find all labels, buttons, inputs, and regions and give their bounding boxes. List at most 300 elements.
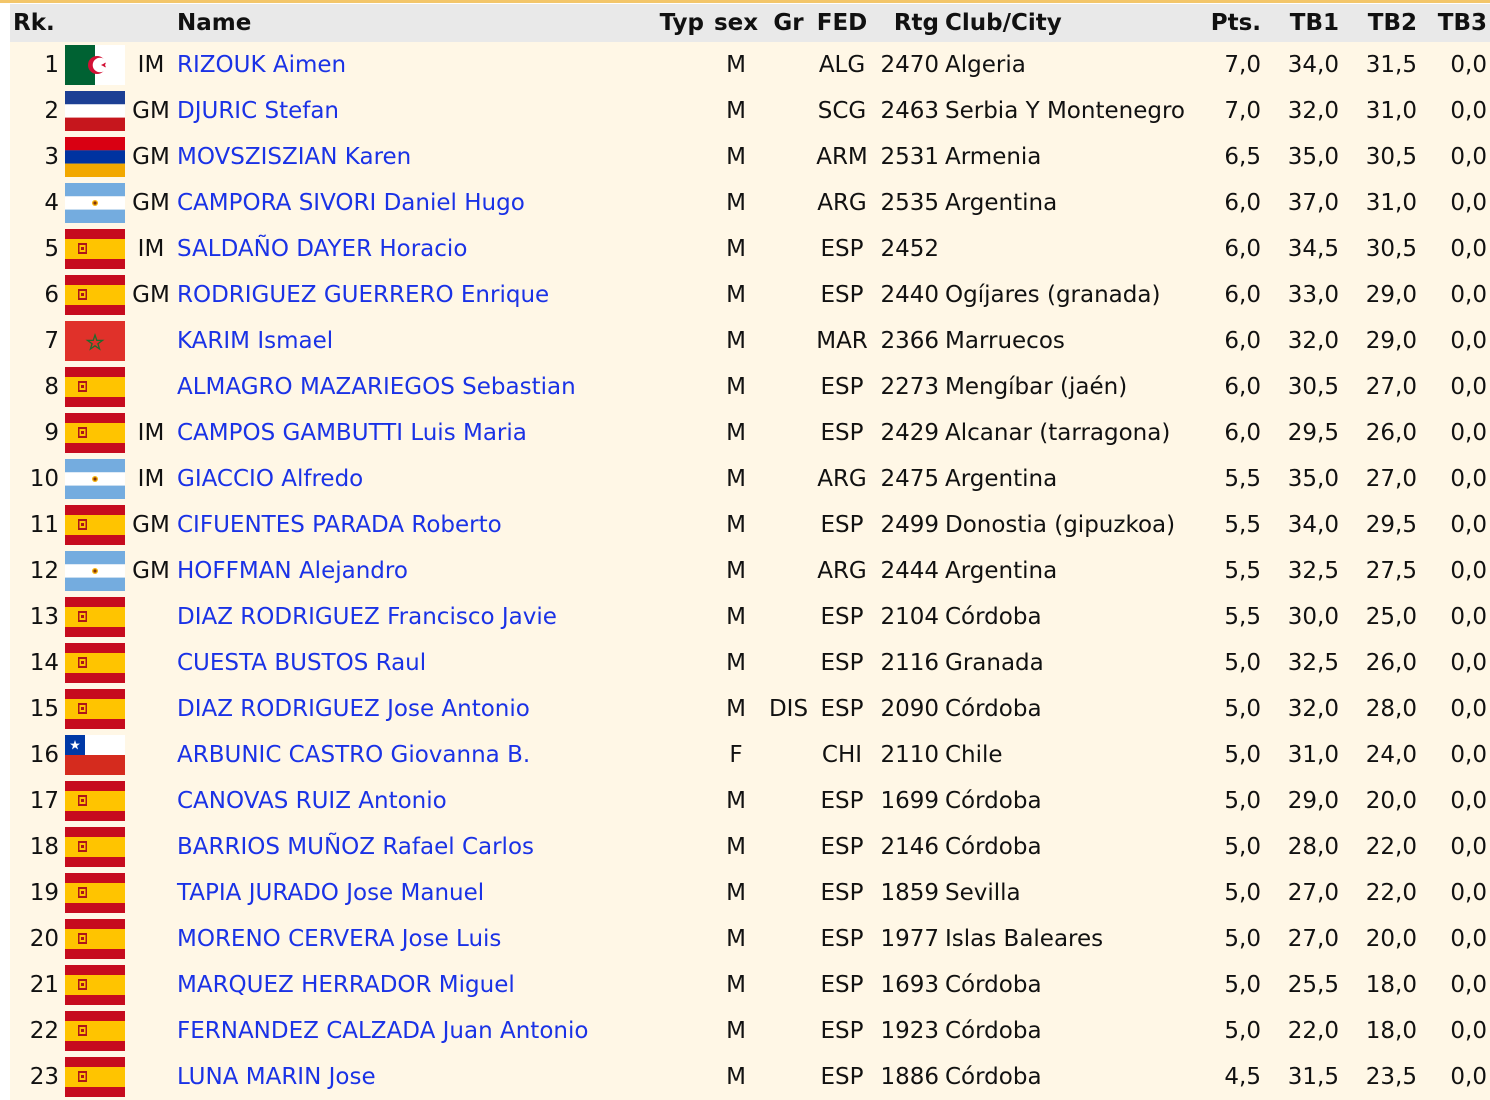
sex-cell: M <box>707 272 765 318</box>
type-cell <box>652 226 707 272</box>
name-cell <box>174 226 652 272</box>
tb3-cell: 0,0 <box>1420 870 1490 916</box>
club-cell: Serbia Y Montenegro <box>942 88 1206 134</box>
group-cell <box>765 42 812 88</box>
name-cell <box>174 364 652 410</box>
rating-cell: 2429 <box>872 410 942 456</box>
type-cell <box>652 778 707 824</box>
tb2-cell: 20,0 <box>1342 778 1420 824</box>
tb2-cell: 29,0 <box>1342 272 1420 318</box>
sex-cell: M <box>707 778 765 824</box>
points-cell: 6,0 <box>1206 180 1264 226</box>
club-cell: Armenia <box>942 134 1206 180</box>
name-cell <box>174 548 652 594</box>
standings-table <box>10 4 1490 1100</box>
sex-cell: M <box>707 180 765 226</box>
name-cell <box>174 1008 652 1054</box>
points-cell: 4,5 <box>1206 1054 1264 1100</box>
title-cell <box>128 962 174 1008</box>
tb1-cell: 27,0 <box>1264 870 1342 916</box>
table-row <box>10 732 1490 778</box>
name-cell <box>174 962 652 1008</box>
club-cell: Córdoba <box>942 594 1206 640</box>
sex-cell: M <box>707 548 765 594</box>
table-row <box>10 686 1490 732</box>
player-link[interactable]: LUNA MARIN Jose <box>177 1064 376 1090</box>
fed-cell: ARG <box>812 456 872 502</box>
points-cell: 5,5 <box>1206 456 1264 502</box>
tb2-cell: 29,5 <box>1342 502 1420 548</box>
title-cell: GM <box>128 502 174 548</box>
points-cell: 5,0 <box>1206 870 1264 916</box>
tb2-cell: 27,0 <box>1342 364 1420 410</box>
tb3-cell: 0,0 <box>1420 732 1490 778</box>
rating-cell: 1977 <box>872 916 942 962</box>
rating-cell: 2452 <box>872 226 942 272</box>
fed-cell: ESP <box>812 1054 872 1100</box>
col-rating[interactable]: Rtg <box>872 4 942 42</box>
group-cell <box>765 1054 812 1100</box>
sex-cell: M <box>707 502 765 548</box>
sex-cell: F <box>707 732 765 778</box>
type-cell <box>652 272 707 318</box>
tb2-cell: 31,0 <box>1342 88 1420 134</box>
player-link[interactable]: HOFFMAN Alejandro <box>177 558 408 584</box>
spain-flag-icon <box>62 916 128 962</box>
argentina-flag-icon <box>62 180 128 226</box>
rating-cell: 2110 <box>872 732 942 778</box>
player-link[interactable]: CAMPORA SIVORI Daniel Hugo <box>177 190 525 216</box>
fed-cell: ESP <box>812 640 872 686</box>
sex-cell: M <box>707 824 765 870</box>
tb1-cell: 34,0 <box>1264 502 1342 548</box>
col-group[interactable]: Gr <box>765 4 812 42</box>
rank-cell: 2 <box>10 88 62 134</box>
tb3-cell: 0,0 <box>1420 272 1490 318</box>
argentina-flag-icon <box>62 548 128 594</box>
col-title <box>128 4 174 42</box>
fed-cell: ESP <box>812 272 872 318</box>
fed-cell: SCG <box>812 88 872 134</box>
points-cell: 5,5 <box>1206 594 1264 640</box>
player-link[interactable]: BARRIOS MUÑOZ Rafael Carlos <box>177 834 534 860</box>
spain-flag-icon <box>62 364 128 410</box>
tb2-cell: 27,0 <box>1342 456 1420 502</box>
tb3-cell: 0,0 <box>1420 1008 1490 1054</box>
fed-cell: ESP <box>812 226 872 272</box>
table-row <box>10 272 1490 318</box>
sex-cell: M <box>707 134 765 180</box>
rank-cell: 13 <box>10 594 62 640</box>
points-cell: 5,0 <box>1206 962 1264 1008</box>
table-row <box>10 456 1490 502</box>
player-link[interactable]: CIFUENTES PARADA Roberto <box>177 512 502 538</box>
table-row <box>10 962 1490 1008</box>
title-cell <box>128 640 174 686</box>
club-cell: Ogíjares (granada) <box>942 272 1206 318</box>
tb1-cell: 35,0 <box>1264 456 1342 502</box>
sex-cell: M <box>707 594 765 640</box>
title-cell <box>128 916 174 962</box>
tb1-cell: 30,5 <box>1264 364 1342 410</box>
type-cell <box>652 870 707 916</box>
sex-cell: M <box>707 410 765 456</box>
table-row <box>10 134 1490 180</box>
player-link[interactable]: MOVSZISZIAN Karen <box>177 144 412 170</box>
col-tb1[interactable]: TB1 <box>1264 4 1342 42</box>
tb2-cell: 22,0 <box>1342 870 1420 916</box>
player-link[interactable]: SALDAÑO DAYER Horacio <box>177 236 468 262</box>
tb3-cell: 0,0 <box>1420 226 1490 272</box>
spain-flag-icon <box>62 686 128 732</box>
group-cell <box>765 180 812 226</box>
type-cell <box>652 134 707 180</box>
points-cell: 6,0 <box>1206 364 1264 410</box>
tb3-cell: 0,0 <box>1420 456 1490 502</box>
tb2-cell: 30,5 <box>1342 134 1420 180</box>
points-cell: 5,0 <box>1206 916 1264 962</box>
name-cell <box>174 640 652 686</box>
group-cell <box>765 870 812 916</box>
title-cell <box>128 778 174 824</box>
tb1-cell: 34,5 <box>1264 226 1342 272</box>
player-link[interactable]: ALMAGRO MAZARIEGOS Sebastian <box>177 374 576 400</box>
points-cell: 5,0 <box>1206 824 1264 870</box>
player-link[interactable]: CAMPOS GAMBUTTI Luis Maria <box>177 420 527 446</box>
group-cell <box>765 778 812 824</box>
type-cell <box>652 916 707 962</box>
spain-flag-icon <box>62 1054 128 1100</box>
club-cell: Algeria <box>942 42 1206 88</box>
fed-cell: ARG <box>812 180 872 226</box>
title-cell <box>128 1054 174 1100</box>
tb2-cell: 31,5 <box>1342 42 1420 88</box>
group-cell <box>765 962 812 1008</box>
rating-cell: 2535 <box>872 180 942 226</box>
tb2-cell: 29,0 <box>1342 318 1420 364</box>
sex-cell: M <box>707 42 765 88</box>
table-row <box>10 548 1490 594</box>
rating-cell: 1699 <box>872 778 942 824</box>
player-link[interactable]: RODRIGUEZ GUERRERO Enrique <box>177 282 550 308</box>
sex-cell: M <box>707 88 765 134</box>
type-cell <box>652 42 707 88</box>
rank-cell: 7 <box>10 318 62 364</box>
col-flag <box>62 4 128 42</box>
rating-cell: 2531 <box>872 134 942 180</box>
points-cell: 6,0 <box>1206 272 1264 318</box>
col-fed[interactable]: FED <box>812 4 872 42</box>
club-cell: Córdoba <box>942 962 1206 1008</box>
player-link[interactable]: DIAZ RODRIGUEZ Francisco Javie <box>177 604 557 630</box>
name-cell <box>174 502 652 548</box>
title-cell: IM <box>128 456 174 502</box>
rating-cell: 2440 <box>872 272 942 318</box>
player-link[interactable]: MARQUEZ HERRADOR Miguel <box>177 972 515 998</box>
rank-cell: 12 <box>10 548 62 594</box>
col-name[interactable]: Name <box>174 4 652 42</box>
fed-cell: CHI <box>812 732 872 778</box>
rating-cell: 2366 <box>872 318 942 364</box>
rating-cell: 2475 <box>872 456 942 502</box>
name-cell <box>174 732 652 778</box>
tb1-cell: 34,0 <box>1264 42 1342 88</box>
rating-cell: 1923 <box>872 1008 942 1054</box>
group-cell <box>765 732 812 778</box>
col-sex[interactable]: sex <box>707 4 765 42</box>
club-cell: Chile <box>942 732 1206 778</box>
tb3-cell: 0,0 <box>1420 88 1490 134</box>
title-cell <box>128 364 174 410</box>
tb2-cell: 26,0 <box>1342 640 1420 686</box>
tb1-cell: 27,0 <box>1264 916 1342 962</box>
fed-cell: ESP <box>812 778 872 824</box>
fed-cell: ESP <box>812 364 872 410</box>
player-link[interactable]: KARIM Ismael <box>177 328 334 354</box>
table-row <box>10 226 1490 272</box>
fed-cell: ARM <box>812 134 872 180</box>
fed-cell: ESP <box>812 594 872 640</box>
type-cell <box>652 732 707 778</box>
type-cell <box>652 456 707 502</box>
title-cell: GM <box>128 134 174 180</box>
type-cell <box>652 594 707 640</box>
rank-cell: 6 <box>10 272 62 318</box>
group-cell <box>765 226 812 272</box>
group-cell <box>765 1008 812 1054</box>
player-link[interactable]: MORENO CERVERA Jose Luis <box>177 926 502 952</box>
sex-cell: M <box>707 1008 765 1054</box>
sex-cell: M <box>707 870 765 916</box>
sex-cell: M <box>707 318 765 364</box>
sex-cell: M <box>707 1054 765 1100</box>
table-row <box>10 870 1490 916</box>
club-cell: Donostia (gipuzkoa) <box>942 502 1206 548</box>
type-cell <box>652 640 707 686</box>
fed-cell: ESP <box>812 962 872 1008</box>
rank-cell: 23 <box>10 1054 62 1100</box>
points-cell: 7,0 <box>1206 88 1264 134</box>
spain-flag-icon <box>62 502 128 548</box>
points-cell: 6,0 <box>1206 318 1264 364</box>
group-cell: DIS <box>765 686 812 732</box>
fed-cell: ESP <box>812 502 872 548</box>
club-cell: Argentina <box>942 548 1206 594</box>
tb3-cell: 0,0 <box>1420 180 1490 226</box>
group-cell <box>765 456 812 502</box>
rank-cell: 11 <box>10 502 62 548</box>
tb1-cell: 31,0 <box>1264 732 1342 778</box>
armenia-flag-icon <box>62 134 128 180</box>
sex-cell: M <box>707 962 765 1008</box>
group-cell <box>765 640 812 686</box>
name-cell <box>174 1054 652 1100</box>
type-cell <box>652 1054 707 1100</box>
tb1-cell: 32,5 <box>1264 640 1342 686</box>
player-link[interactable]: GIACCIO Alfredo <box>177 466 364 492</box>
spain-flag-icon <box>62 778 128 824</box>
group-cell <box>765 134 812 180</box>
table-row <box>10 916 1490 962</box>
club-cell: Córdoba <box>942 1054 1206 1100</box>
table-row <box>10 824 1490 870</box>
title-cell <box>128 318 174 364</box>
tb3-cell: 0,0 <box>1420 410 1490 456</box>
col-tb2[interactable]: TB2 <box>1342 4 1420 42</box>
type-cell <box>652 410 707 456</box>
club-cell: Argentina <box>942 180 1206 226</box>
points-cell: 5,5 <box>1206 502 1264 548</box>
tb3-cell: 0,0 <box>1420 824 1490 870</box>
rating-cell: 2090 <box>872 686 942 732</box>
tb1-cell: 29,5 <box>1264 410 1342 456</box>
rating-cell: 2499 <box>872 502 942 548</box>
tb1-cell: 29,0 <box>1264 778 1342 824</box>
col-type[interactable]: Typ <box>652 4 707 42</box>
fed-cell: ESP <box>812 916 872 962</box>
fed-cell: ESP <box>812 870 872 916</box>
tb1-cell: 25,5 <box>1264 962 1342 1008</box>
player-link[interactable]: FERNANDEZ CALZADA Juan Antonio <box>177 1018 589 1044</box>
table-row <box>10 1008 1490 1054</box>
group-cell <box>765 502 812 548</box>
tb3-cell: 0,0 <box>1420 916 1490 962</box>
rating-cell: 2463 <box>872 88 942 134</box>
title-cell: IM <box>128 226 174 272</box>
fed-cell: ALG <box>812 42 872 88</box>
tb2-cell: 26,0 <box>1342 410 1420 456</box>
tb2-cell: 28,0 <box>1342 686 1420 732</box>
tb2-cell: 20,0 <box>1342 916 1420 962</box>
name-cell <box>174 42 652 88</box>
player-link[interactable]: RIZOUK Aimen <box>177 52 347 78</box>
tb2-cell: 22,0 <box>1342 824 1420 870</box>
col-pts[interactable]: Pts. <box>1206 4 1264 42</box>
title-cell <box>128 1008 174 1054</box>
club-cell: Córdoba <box>942 778 1206 824</box>
table-row <box>10 364 1490 410</box>
player-link[interactable]: DIAZ RODRIGUEZ Jose Antonio <box>177 696 530 722</box>
tb1-cell: 22,0 <box>1264 1008 1342 1054</box>
type-cell <box>652 962 707 1008</box>
title-cell <box>128 870 174 916</box>
tb1-cell: 32,0 <box>1264 318 1342 364</box>
title-cell: GM <box>128 272 174 318</box>
sex-cell: M <box>707 916 765 962</box>
rating-cell: 2470 <box>872 42 942 88</box>
tb3-cell: 0,0 <box>1420 778 1490 824</box>
tb1-cell: 28,0 <box>1264 824 1342 870</box>
group-cell <box>765 318 812 364</box>
tb3-cell: 0,0 <box>1420 134 1490 180</box>
rank-cell: 9 <box>10 410 62 456</box>
points-cell: 5,5 <box>1206 548 1264 594</box>
tb3-cell: 0,0 <box>1420 502 1490 548</box>
argentina-flag-icon <box>62 456 128 502</box>
tb3-cell: 0,0 <box>1420 962 1490 1008</box>
type-cell <box>652 1008 707 1054</box>
points-cell: 7,0 <box>1206 42 1264 88</box>
title-cell <box>128 732 174 778</box>
tb1-cell: 32,5 <box>1264 548 1342 594</box>
sex-cell: M <box>707 456 765 502</box>
table-row <box>10 88 1490 134</box>
tb2-cell: 25,0 <box>1342 594 1420 640</box>
tb1-cell: 32,0 <box>1264 686 1342 732</box>
name-cell <box>174 778 652 824</box>
col-rank[interactable]: Rk. <box>10 4 62 42</box>
group-cell <box>765 824 812 870</box>
rating-cell: 1859 <box>872 870 942 916</box>
table-row <box>10 410 1490 456</box>
morocco-flag-icon <box>62 318 128 364</box>
club-cell: Alcanar (tarragona) <box>942 410 1206 456</box>
col-tb3[interactable]: TB3 <box>1420 4 1490 42</box>
tb3-cell: 0,0 <box>1420 594 1490 640</box>
fed-cell: ESP <box>812 410 872 456</box>
title-cell: GM <box>128 180 174 226</box>
spain-flag-icon <box>62 410 128 456</box>
player-link[interactable]: CANOVAS RUIZ Antonio <box>177 788 447 814</box>
type-cell <box>652 318 707 364</box>
rating-cell: 2104 <box>872 594 942 640</box>
name-cell <box>174 686 652 732</box>
rank-cell: 15 <box>10 686 62 732</box>
tb1-cell: 37,0 <box>1264 180 1342 226</box>
player-link[interactable]: CUESTA BUSTOS Raul <box>177 650 427 676</box>
name-cell <box>174 134 652 180</box>
spain-flag-icon <box>62 824 128 870</box>
points-cell: 6,5 <box>1206 134 1264 180</box>
tb2-cell: 31,0 <box>1342 180 1420 226</box>
rank-cell: 8 <box>10 364 62 410</box>
points-cell: 5,0 <box>1206 640 1264 686</box>
club-cell <box>942 226 1206 272</box>
name-cell <box>174 916 652 962</box>
rank-cell: 21 <box>10 962 62 1008</box>
club-cell: Córdoba <box>942 1008 1206 1054</box>
rating-cell: 2116 <box>872 640 942 686</box>
tb1-cell: 30,0 <box>1264 594 1342 640</box>
table-row <box>10 778 1490 824</box>
rank-cell: 19 <box>10 870 62 916</box>
table-row <box>10 180 1490 226</box>
player-link[interactable]: TAPIA JURADO Jose Manuel <box>177 880 485 906</box>
group-cell <box>765 410 812 456</box>
player-link[interactable]: ARBUNIC CASTRO Giovanna B. <box>177 742 531 768</box>
tb1-cell: 32,0 <box>1264 88 1342 134</box>
club-cell: Sevilla <box>942 870 1206 916</box>
name-cell <box>174 594 652 640</box>
fed-cell: ESP <box>812 686 872 732</box>
title-cell: IM <box>128 410 174 456</box>
col-club[interactable]: Club/City <box>942 4 1206 42</box>
sex-cell: M <box>707 686 765 732</box>
tb3-cell: 0,0 <box>1420 640 1490 686</box>
table-row <box>10 42 1490 88</box>
tb2-cell: 18,0 <box>1342 1008 1420 1054</box>
fed-cell: MAR <box>812 318 872 364</box>
header-row <box>10 4 1490 42</box>
player-link[interactable]: DJURIC Stefan <box>177 98 339 124</box>
type-cell <box>652 88 707 134</box>
points-cell: 6,0 <box>1206 226 1264 272</box>
sex-cell: M <box>707 640 765 686</box>
rank-cell: 20 <box>10 916 62 962</box>
points-cell: 5,0 <box>1206 778 1264 824</box>
club-cell: Córdoba <box>942 824 1206 870</box>
tb3-cell: 0,0 <box>1420 686 1490 732</box>
